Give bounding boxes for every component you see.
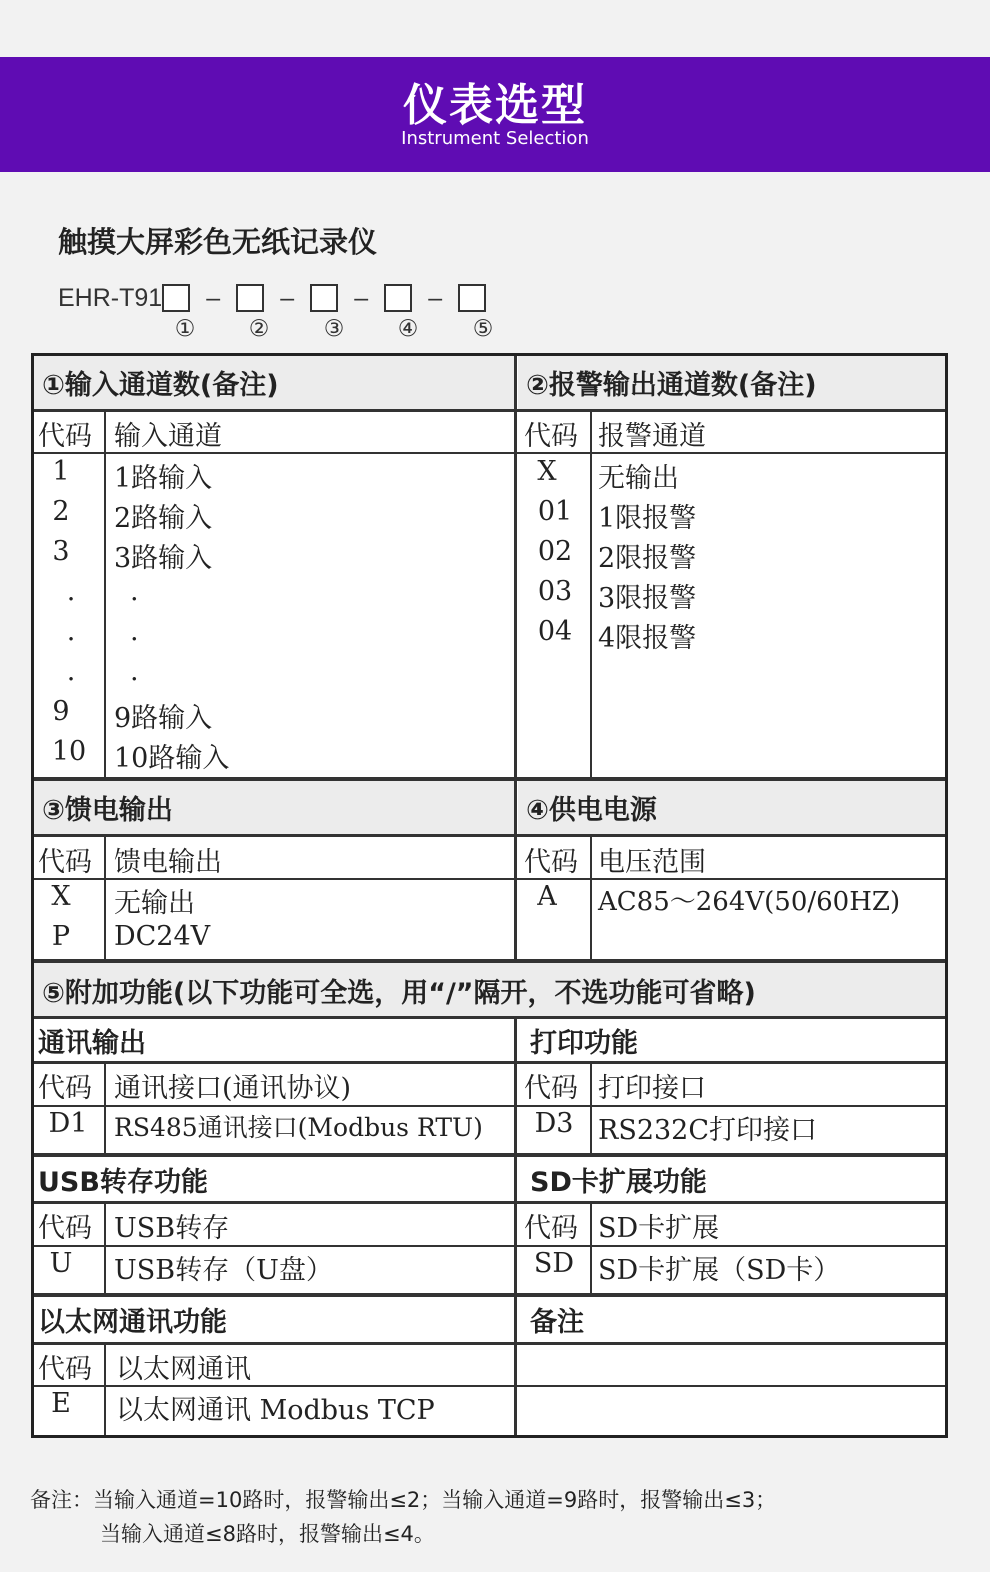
rule xyxy=(34,1201,945,1204)
rule xyxy=(104,834,106,960)
separator: – xyxy=(280,283,295,312)
sec4-desc: AC85～264V(50/60HZ) xyxy=(598,887,901,917)
sec5-title: ⑤附加功能(以下功能可全选，用“/”隔开，不选功能可省略) xyxy=(42,977,756,1009)
rule xyxy=(590,409,592,778)
sec1-col-code: 代码 xyxy=(38,421,92,452)
sec2-header xyxy=(518,356,945,409)
usb-title: USB转存功能 xyxy=(38,1166,208,1198)
rule xyxy=(34,1293,945,1297)
sec1-desc: . xyxy=(130,576,139,607)
slot-box-1 xyxy=(162,284,190,312)
print-col-desc: 打印接口 xyxy=(598,1073,706,1104)
remark-header xyxy=(518,1297,945,1342)
model-code xyxy=(58,280,486,316)
slot-number-2: ② xyxy=(248,316,270,342)
rule xyxy=(34,959,945,963)
print-desc: RS232C打印接口 xyxy=(598,1115,818,1146)
comm-header xyxy=(34,1019,515,1061)
remark-title: 备注 xyxy=(530,1307,584,1338)
sec2-desc: 2限报警 xyxy=(598,543,697,574)
sd-col-code: 代码 xyxy=(524,1213,578,1244)
sec5-header xyxy=(34,963,945,1017)
rule xyxy=(104,1342,106,1435)
eth-title: 以太网通讯功能 xyxy=(38,1307,227,1338)
print-header xyxy=(518,1019,945,1061)
eth-col-code: 代码 xyxy=(38,1354,92,1385)
usb-desc: USB转存（U盘） xyxy=(114,1255,333,1286)
comm-title: 通讯输出 xyxy=(38,1027,146,1059)
sec2-col-desc: 报警通道 xyxy=(598,421,706,452)
separator: – xyxy=(206,283,221,312)
footnote-line-2: 当输入通道≤8路时，报警输出≤4。 xyxy=(100,1522,435,1546)
sec1-code: 9 xyxy=(52,696,70,727)
footnote-line-1: 备注：当输入通道=10路时，报警输出≤2；当输入通道=9路时，报警输出≤3； xyxy=(30,1488,777,1512)
rule xyxy=(34,409,945,412)
sec1-desc: 1路输入 xyxy=(114,463,213,494)
rule xyxy=(34,1245,945,1247)
slot-number-3: ③ xyxy=(323,316,345,342)
rule xyxy=(34,777,945,781)
slot-box-4 xyxy=(384,284,412,312)
sec2-code: 03 xyxy=(537,576,573,607)
product-name: 触摸大屏彩色无纸记录仪 xyxy=(58,225,378,259)
sec2-code: X xyxy=(537,456,557,487)
sec1-header xyxy=(34,356,515,409)
sd-desc: SD卡扩展（SD卡） xyxy=(598,1255,841,1286)
sec3-code: P xyxy=(51,921,71,952)
rule xyxy=(590,1061,592,1154)
rule xyxy=(34,834,945,837)
rule xyxy=(514,356,517,960)
banner-subtitle: Instrument Selection xyxy=(401,127,589,149)
separator: – xyxy=(428,283,443,312)
sec2-code: 04 xyxy=(537,616,573,647)
sd-col-desc: SD卡扩展 xyxy=(598,1213,720,1244)
separator: – xyxy=(354,283,369,312)
comm-col-code: 代码 xyxy=(38,1073,92,1104)
sec4-header xyxy=(518,781,945,834)
comm-desc: RS485通讯接口(Modbus RTU) xyxy=(114,1113,483,1142)
rule xyxy=(34,1016,945,1019)
slot-box-3 xyxy=(310,284,338,312)
header-banner xyxy=(0,57,990,172)
slot-box-5 xyxy=(458,284,486,312)
sec1-code: 3 xyxy=(52,536,70,567)
rule xyxy=(34,1061,945,1064)
sec1-code: 10 xyxy=(51,736,87,767)
sec1-code: . xyxy=(66,656,76,687)
print-code: D3 xyxy=(534,1108,574,1139)
sec1-desc: 3路输入 xyxy=(114,543,213,574)
sec2-code: 02 xyxy=(537,536,573,567)
sec4-title: ④供电电源 xyxy=(526,795,657,826)
sec1-code: 1 xyxy=(52,456,70,487)
rule xyxy=(104,1061,106,1154)
rule xyxy=(34,1105,945,1107)
comm-code: D1 xyxy=(48,1108,88,1139)
rule xyxy=(104,409,106,778)
usb-col-desc: USB转存 xyxy=(114,1213,230,1244)
banner-title: 仪表选型 xyxy=(403,79,587,131)
print-col-code: 代码 xyxy=(524,1073,578,1104)
sec1-col-desc: 输入通道 xyxy=(114,421,222,452)
sec4-code: A xyxy=(537,881,557,912)
sec1-desc: . xyxy=(130,656,139,687)
usb-code: U xyxy=(49,1248,73,1279)
sec2-desc: 3限报警 xyxy=(598,583,697,614)
sec1-code: 2 xyxy=(52,496,70,527)
sec1-desc: . xyxy=(130,616,139,647)
sec3-col-code: 代码 xyxy=(38,847,92,878)
sec2-desc: 无输出 xyxy=(598,463,679,494)
sec1-code: . xyxy=(66,616,76,647)
slot-number-1: ① xyxy=(174,316,196,342)
sec2-col-code: 代码 xyxy=(524,421,578,452)
comm-col-desc: 通讯接口(通讯协议) xyxy=(114,1073,352,1104)
sec1-code: . xyxy=(66,576,76,607)
sec3-title: ③馈电输出 xyxy=(42,795,173,826)
rule xyxy=(590,1201,592,1294)
sec3-header xyxy=(34,781,515,834)
eth-col-desc: 以太网通讯 xyxy=(116,1354,251,1385)
sec2-desc: 4限报警 xyxy=(598,623,697,654)
sec3-desc: 无输出 xyxy=(114,888,195,919)
sd-header xyxy=(518,1157,945,1201)
eth-desc: 以太网通讯 Modbus TCP xyxy=(116,1395,435,1426)
eth-header xyxy=(34,1297,515,1342)
sec4-col-code: 代码 xyxy=(524,847,578,878)
rule xyxy=(34,1153,945,1157)
rule xyxy=(34,1342,945,1345)
sec4-col-desc: 电压范围 xyxy=(598,847,706,878)
sec1-desc: 10路输入 xyxy=(114,743,230,774)
rule xyxy=(514,1019,517,1435)
slot-box-2 xyxy=(236,284,264,312)
sec1-title: ①输入通道数(备注) xyxy=(42,370,279,401)
sec2-code: 01 xyxy=(537,496,573,527)
sec2-desc: 1限报警 xyxy=(598,503,697,534)
sec3-col-desc: 馈电输出 xyxy=(114,847,222,878)
sec1-desc: 2路输入 xyxy=(114,503,213,534)
usb-col-code: 代码 xyxy=(38,1213,92,1244)
eth-code: E xyxy=(51,1388,71,1419)
sec1-desc: 9路输入 xyxy=(114,703,213,734)
slot-number-4: ④ xyxy=(397,316,419,342)
sd-title: SD卡扩展功能 xyxy=(530,1166,707,1198)
sec3-desc: DC24V xyxy=(114,921,211,952)
sec3-code: X xyxy=(51,881,71,912)
slot-number-5: ⑤ xyxy=(472,316,494,342)
rule xyxy=(590,834,592,960)
sd-code: SD xyxy=(533,1248,575,1279)
rule xyxy=(104,1201,106,1294)
usb-header xyxy=(34,1157,515,1201)
model-prefix: EHR-T91 xyxy=(58,283,163,312)
print-title: 打印功能 xyxy=(530,1027,638,1059)
sec2-title: ②报警输出通道数(备注) xyxy=(526,370,817,401)
